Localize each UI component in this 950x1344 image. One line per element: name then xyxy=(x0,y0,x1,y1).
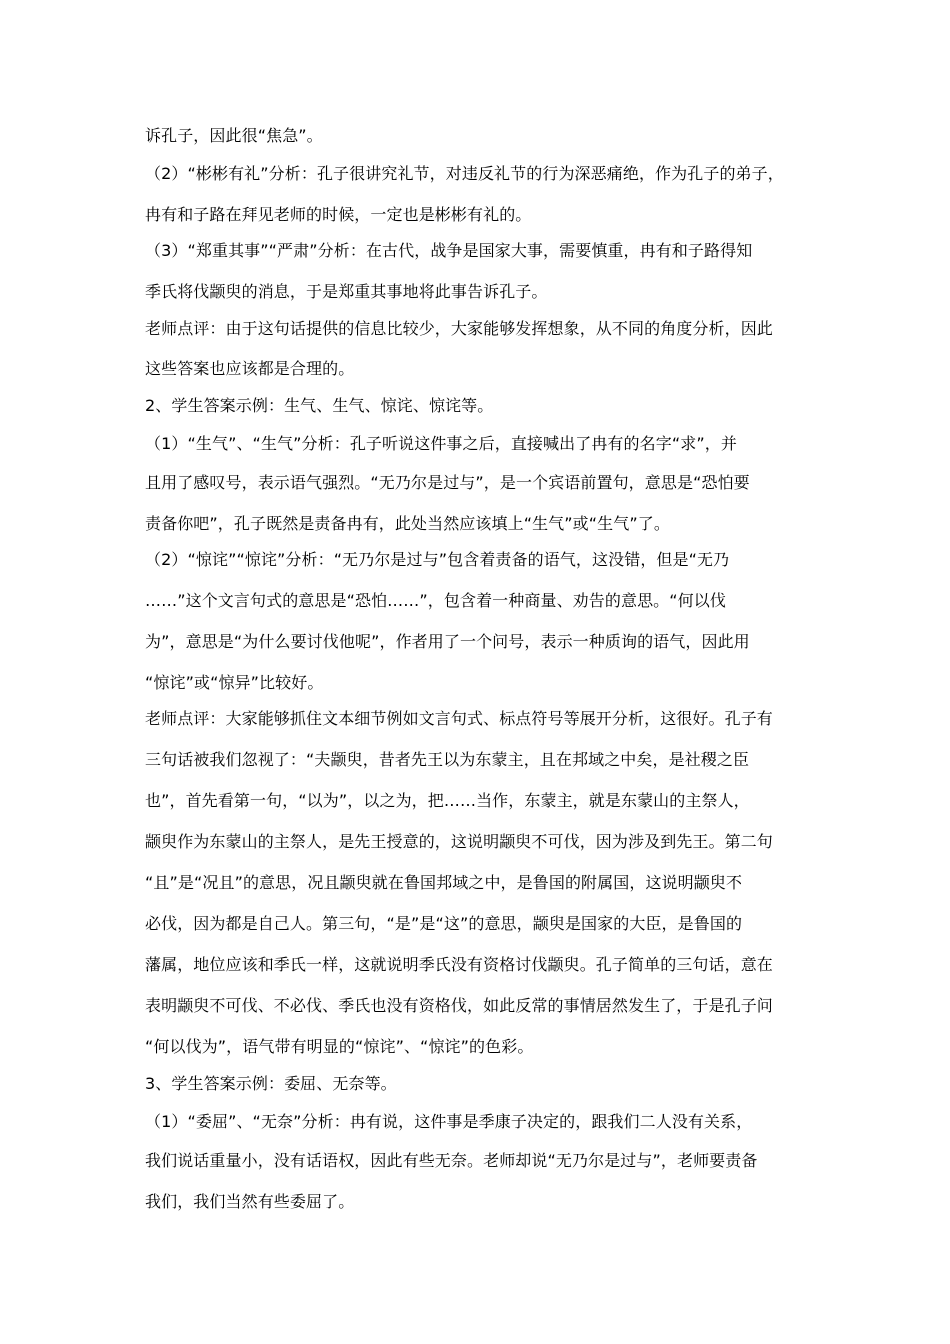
text-line: （2）“彬彬有礼”分析：孔子很讲究礼节，对违反礼节的行为深恶痛绝，作为孔子的弟子， xyxy=(145,164,784,183)
text-line: 2、学生答案示例：生气、生气、惊诧、惊诧等。 xyxy=(145,396,494,415)
text-line: 我们，我们当然有些委屈了。 xyxy=(145,1192,355,1211)
text-line: “且”是“况且”的意思，况且颛臾就在鲁国邦域之中，是鲁国的附属国，这说明颛臾不 xyxy=(145,873,743,892)
text-line: 我们说话重量小，没有话语权，因此有些无奈。老师却说“无乃尔是过与”，老师要责备 xyxy=(145,1151,758,1170)
text-line: （1）“委屈”、“无奈”分析：冉有说，这件事是季康子决定的，跟我们二人没有关系， xyxy=(145,1112,753,1131)
text-line: “惊诧”或“惊异”比较好。 xyxy=(145,673,324,692)
text-line: 季氏将伐颛臾的消息，于是郑重其事地将此事告诉孔子。 xyxy=(145,282,548,301)
text-line: 老师点评：大家能够抓住文本细节例如文言句式、标点符号等展开分析，这很好。孔子有 xyxy=(145,709,773,728)
text-line: 必伐，因为都是自己人。第三句，“是”是“这”的意思，颛臾是国家的大臣，是鲁国的 xyxy=(145,914,743,933)
text-line: 且用了感叹号，表示语气强烈。“无乃尔是过与”，是一个宾语前置句，意思是“恐怕要 xyxy=(145,473,750,492)
text-line: “何以伐为”，语气带有明显的“惊诧”、“惊诧”的色彩。 xyxy=(145,1037,534,1056)
text-line: 诉孔子，因此很“焦急”。 xyxy=(145,126,323,145)
text-line: 责备你吧”，孔子既然是责备冉有，此处当然应该填上“生气”或“生气”了。 xyxy=(145,514,670,533)
text-line: 颛臾作为东蒙山的主祭人，是先王授意的，这说明颛臾不可伐，因为涉及到先王。第二句 xyxy=(145,832,773,851)
text-line: 三句话被我们忽视了：“夫颛臾，昔者先王以为东蒙主，且在邦域之中矣，是社稷之臣 xyxy=(145,750,750,769)
text-line: （2）“惊诧”“惊诧”分析：“无乃尔是过与”包含着责备的语气，这没错，但是“无乃 xyxy=(145,550,730,569)
text-line: 冉有和子路在拜见老师的时候，一定也是彬彬有礼的。 xyxy=(145,205,532,224)
text-line: 表明颛臾不可伐、不必伐、季氏也没有资格伐，如此反常的事情居然发生了，于是孔子问 xyxy=(145,996,773,1015)
text-line: 3、学生答案示例：委屈、无奈等。 xyxy=(145,1074,397,1093)
text-line: 也”，首先看第一句，“以为”，以之为，把……当作，东蒙主，就是东蒙山的主祭人， xyxy=(145,791,750,810)
text-line: （1）“生气”、“生气”分析：孔子听说这件事之后，直接喊出了冉有的名字“求”，并 xyxy=(145,434,737,453)
text-line: 为”，意思是“为什么要讨伐他呢”，作者用了一个问号，表示一种质询的语气，因此用 xyxy=(145,632,750,651)
text-line: 藩属，地位应该和季氏一样，这就说明季氏没有资格讨伐颛臾。孔子简单的三句话，意在 xyxy=(145,955,773,974)
text-line: 老师点评：由于这句话提供的信息比较少，大家能够发挥想象，从不同的角度分析，因此 xyxy=(145,319,773,338)
text-line: （3）“郑重其事”“严肃”分析：在古代，战争是国家大事，需要慎重，冉有和子路得知 xyxy=(145,241,753,260)
text-line: 这些答案也应该都是合理的。 xyxy=(145,359,355,378)
text-line: ……”这个文言句式的意思是“恐怕……”，包含着一种商量、劝告的意思。“何以伐 xyxy=(145,591,726,610)
